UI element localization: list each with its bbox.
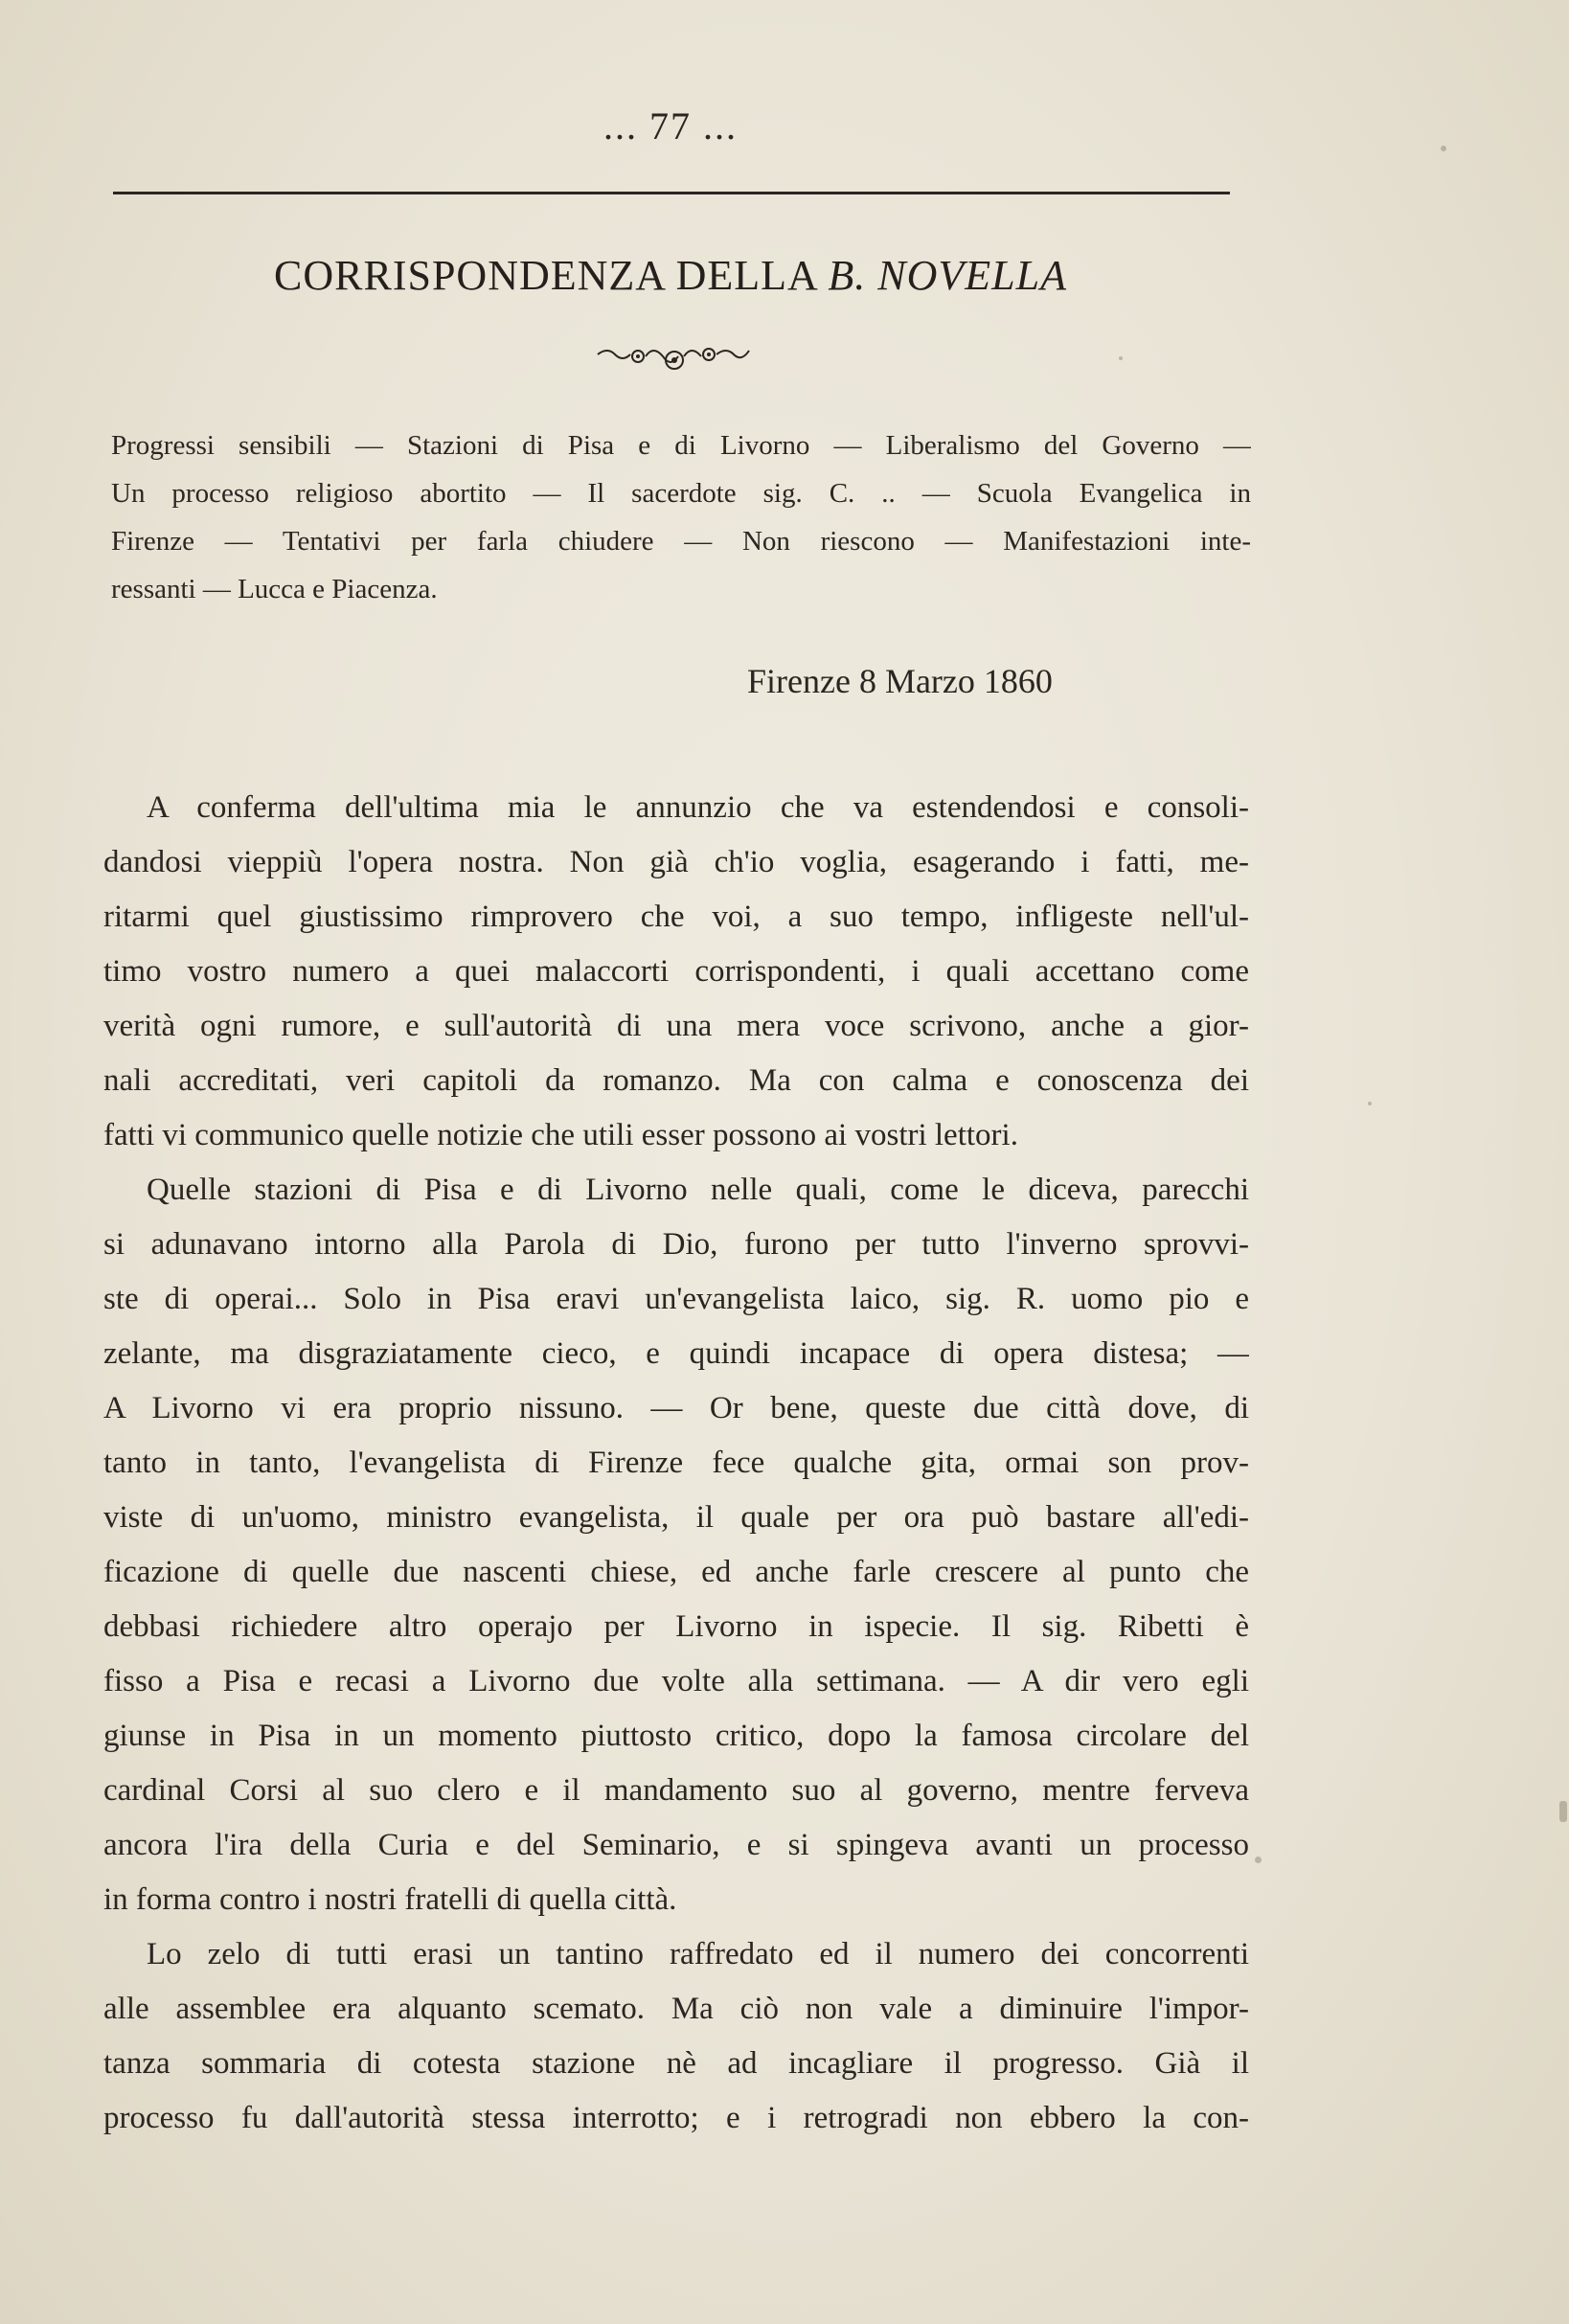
paper-speck [1559, 1801, 1567, 1822]
text-line: fisso a Pisa e recasi a Livorno due volte alla settimana. — A dir vero egli [103, 1664, 1249, 1698]
summary-abstract [111, 422, 1251, 613]
text-line: fatti vi communico quelle notizie che utili esser possono ai vostri lettori. [103, 1118, 1018, 1152]
text-line: tanto in tanto, l'evangelista di Firenze fece qualche gita, ormai son prov- [103, 1446, 1249, 1480]
text-line: verità ogni rumore, e sull'autorità di una mera voce scrivono, anche a gior- [103, 1009, 1249, 1043]
summary-line: Un processo religioso abortito — Il sacerdote sig. C. .. — Scuola Evangelica in [111, 478, 1251, 509]
text-line: Lo zelo di tutti erasi un tantino raffredato ed il numero dei concorrenti [147, 1937, 1249, 1971]
text-line: processo fu dall'autorità stessa interrotto; e i retrogradi non ebbero la con- [103, 2101, 1249, 2135]
body-text [103, 781, 1249, 2146]
text-line: ritarmi quel giustissimo rimprovero che voi, a suo tempo, infligeste nell'ul- [103, 900, 1249, 934]
text-line: timo vostro numero a quei malaccorti corrispondenti, i quali accettano come [103, 954, 1249, 989]
title-italic: B. NOVELLA [828, 252, 1067, 299]
text-line: tanza sommaria di cotesta stazione nè ad incagliare il progresso. Già il [103, 2046, 1249, 2081]
text-line: ste di operai... Solo in Pisa eravi un'evangelista laico, sig. R. uomo pio e [103, 1282, 1249, 1316]
text-line: dandosi vieppiù l'opera nostra. Non già ch'io voglia, esagerando i fatti, me- [103, 845, 1249, 879]
paper-speck [1441, 146, 1446, 151]
text-line: viste di un'uomo, ministro evangelista, il quale per ora può bastare all'edi- [103, 1500, 1249, 1535]
summary-line: Progressi sensibili — Stazioni di Pisa e di Livorno — Liberalismo del Governo — [111, 430, 1251, 461]
text-line: zelante, ma disgraziatamente cieco, e quindi incapace di opera distesa; — [103, 1336, 1249, 1371]
article-title [0, 251, 1341, 300]
text-line: debbasi richiedere altro operajo per Livorno in ispecie. Il sig. Ribetti è [103, 1609, 1249, 1644]
text-line: alle assemblee era alquanto scemato. Ma ciò non vale a diminuire l'impor- [103, 1992, 1249, 2026]
text-line: in forma contro i nostri fratelli di quella città. [103, 1882, 677, 1917]
text-line: nali accreditati, veri capitoli da romanzo. Ma con calma e conoscenza dei [103, 1063, 1249, 1098]
text-line: giunse in Pisa in un momento piuttosto critico, dopo la famosa circolare del [103, 1719, 1249, 1753]
title-main: CORRISPONDENZA DELLA [274, 252, 829, 299]
page-number: ... 77 ... [603, 104, 738, 148]
summary-line: Firenze — Tentativi per farla chiudere — Non riescono — Manifestazioni inte- [111, 526, 1251, 557]
paper-speck [1368, 1102, 1372, 1105]
summary-line: ressanti — Lucca e Piacenza. [111, 574, 438, 604]
paper-speck [1119, 356, 1123, 360]
dateline: Firenze 8 Marzo 1860 [747, 662, 1053, 700]
paper-speck [1255, 1857, 1262, 1863]
header-rule [113, 192, 1230, 194]
text-line: Quelle stazioni di Pisa e di Livorno nelle quali, come le diceva, parecchi [147, 1173, 1249, 1207]
text-line: cardinal Corsi al suo clero e il mandamento suo al governo, mentre ferveva [103, 1773, 1249, 1808]
flourish-ornament-icon [594, 341, 753, 372]
text-line: A conferma dell'ultima mia le annunzio che va estendendosi e consoli- [147, 790, 1249, 825]
text-line: ancora l'ira della Curia e del Seminario, e si spingeva avanti un processo [103, 1828, 1249, 1862]
text-line: si adunavano intorno alla Parola di Dio, furono per tutto l'inverno sprovvi- [103, 1227, 1249, 1262]
text-line: A Livorno vi era proprio nissuno. — Or bene, queste due città dove, di [103, 1391, 1249, 1425]
text-line: ficazione di quelle due nascenti chiese, ed anche farle crescere al punto che [103, 1555, 1249, 1589]
